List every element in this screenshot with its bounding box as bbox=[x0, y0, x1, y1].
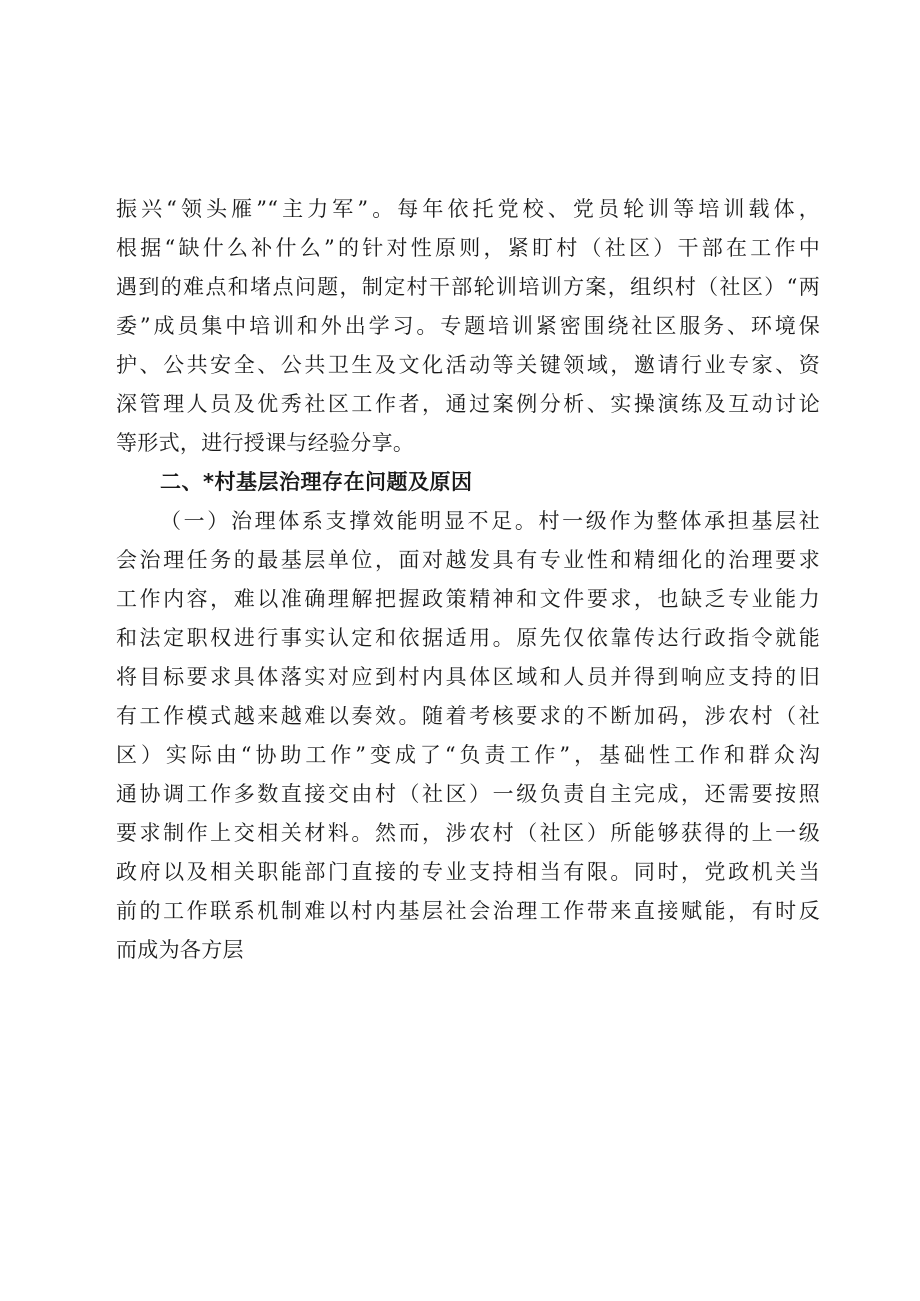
text-line: 区）实际由“协助工作”变成了“负责工作”，基础性工作和群众沟 bbox=[116, 743, 820, 767]
text-line: 有工作模式越来越难以奏效。随着考核要求的不断加码，涉农村（社 bbox=[116, 704, 820, 728]
text-line: 遇到的难点和堵点问题，制定村干部轮训培训方案，组织村（社区）“两 bbox=[116, 275, 820, 299]
text-line: 通协调工作多数直接交由村（社区）一级负责自主完成，还需要按照 bbox=[116, 782, 820, 806]
text-line: 前的工作联系机制难以村内基层社会治理工作带来直接赋能，有时反 bbox=[116, 899, 820, 923]
section-heading: 二、*村基层治理存在问题及原因 bbox=[160, 470, 473, 494]
text-line: 会治理任务的最基层单位，面对越发具有专业性和精细化的治理要求 bbox=[116, 548, 820, 572]
text-line: （一）治理体系支撑效能明显不足。村一级作为整体承担基层社 bbox=[160, 509, 820, 533]
text-line: 等形式，进行授课与经验分享。 bbox=[116, 431, 415, 455]
text-line: 振兴“领头雁”“主力军”。每年依托党校、党员轮训等培训载体， bbox=[116, 197, 820, 221]
text-line: 和法定职权进行事实认定和依据适用。原先仅依靠传达行政指令就能 bbox=[116, 626, 820, 650]
text-line: 将目标要求具体落实对应到村内具体区域和人员并得到响应支持的旧 bbox=[116, 665, 820, 689]
text-line: 要求制作上交相关材料。然而，涉农村（社区）所能够获得的上一级 bbox=[116, 821, 820, 845]
text-line: 深管理人员及优秀社区工作者，通过案例分析、实操演练及互动讨论 bbox=[116, 392, 820, 416]
paragraph-governance-issues bbox=[116, 502, 820, 970]
document-body bbox=[116, 190, 820, 970]
text-line: 工作内容，难以准确理解把握政策精神和文件要求，也缺乏专业能力 bbox=[116, 587, 820, 611]
paragraph-training bbox=[116, 190, 820, 463]
text-line: 护、公共安全、公共卫生及文化活动等关键领域，邀请行业专家、资 bbox=[116, 353, 820, 377]
text-line: 而成为各方层 bbox=[116, 938, 244, 962]
text-line: 委”成员集中培训和外出学习。专题培训紧密围绕社区服务、环境保 bbox=[116, 314, 820, 338]
text-line: 根据“缺什么补什么”的针对性原则，紧盯村（社区）干部在工作中 bbox=[116, 236, 820, 260]
text-line: 政府以及相关职能部门直接的专业支持相当有限。同时，党政机关当 bbox=[116, 860, 820, 884]
